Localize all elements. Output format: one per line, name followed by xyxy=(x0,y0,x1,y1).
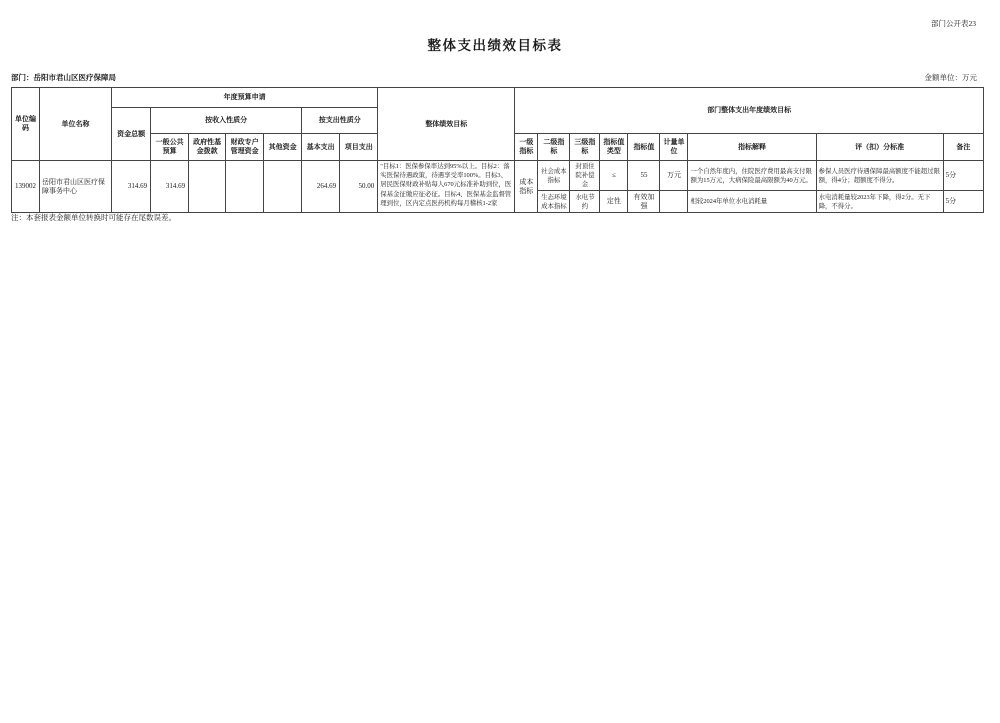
header-unit: 计量单位 xyxy=(660,134,688,161)
page-title: 整体支出绩效目标表 xyxy=(427,38,563,53)
cell-basic-expense: 264.69 xyxy=(302,161,340,213)
cell-value: 有效加强 xyxy=(628,191,660,213)
header-fiscal-account: 财政专户管理资金 xyxy=(226,134,264,161)
cell-unit xyxy=(660,191,688,213)
cell-level3: 水电节约 xyxy=(570,191,600,213)
cell-gov-fund xyxy=(189,161,226,213)
header-value: 指标值 xyxy=(628,134,660,161)
header-remark: 备注 xyxy=(943,134,983,161)
header-level2: 二级指标 xyxy=(538,134,570,161)
cell-value-type: ≤ xyxy=(600,161,628,191)
cell-remark: 5分 xyxy=(943,191,983,213)
header-explanation: 指标解释 xyxy=(688,134,816,161)
cell-unit: 万元 xyxy=(660,161,688,191)
header-overall-target: 整体绩效目标 xyxy=(378,88,515,161)
cell-general-public: 314.69 xyxy=(151,161,189,213)
cell-scoring: 参保人员医疗待遇保障最高额度不能超过限额，得4分；超额度不得分。 xyxy=(816,161,943,191)
footnote: 注：本套报表金额单位转换时可能存在尾数误差。 xyxy=(11,213,176,222)
cell-project-expense: 50.00 xyxy=(340,161,378,213)
corner-label: 部门公开表23 xyxy=(931,19,976,28)
cell-value-type: 定性 xyxy=(600,191,628,213)
cell-explanation: 相较2024年单位水电消耗量 xyxy=(688,191,816,213)
meta-row xyxy=(11,72,977,83)
cell-scoring: 水电消耗量较2023年下降，得2分。无下降，不得分。 xyxy=(816,191,943,213)
cell-unit-code: 139002 xyxy=(12,161,40,213)
header-by-expense: 按支出性质分 xyxy=(302,108,378,134)
amount-unit-label: 金额单位：万元 xyxy=(924,73,977,82)
header-gov-fund: 政府性基金拨款 xyxy=(189,134,226,161)
header-value-type: 指标值类型 xyxy=(600,134,628,161)
department-label: 部门：岳阳市君山区医疗保障局 xyxy=(11,73,116,82)
header-project-expense: 项目支出 xyxy=(340,134,378,161)
header-by-income: 按收入性质分 xyxy=(151,108,302,134)
cell-unit-name: 岳阳市君山区医疗保障事务中心 xyxy=(40,161,112,213)
cell-fiscal-account xyxy=(226,161,264,213)
header-annual-budget: 年度预算申请 xyxy=(112,88,378,108)
cell-level1: 成本指标 xyxy=(515,161,538,213)
cell-overall-target xyxy=(378,161,515,213)
header-dept-annual-target: 部门整体支出年度绩效目标 xyxy=(515,88,984,134)
cell-level2: 生态环境成本指标 xyxy=(538,191,570,213)
header-level3: 三级指标 xyxy=(570,134,600,161)
header-total-funds: 资金总额 xyxy=(112,108,151,161)
cell-other-funds xyxy=(264,161,302,213)
performance-target-table xyxy=(11,87,984,213)
header-level1: 一级指标 xyxy=(515,134,538,161)
cell-level3: 封顶住院补偿金 xyxy=(570,161,600,191)
cell-value: 55 xyxy=(628,161,660,191)
cell-total-funds: 314.69 xyxy=(112,161,151,213)
header-basic-expense: 基本支出 xyxy=(302,134,340,161)
overall-target-text: "目标1：医保参保率达到95%以上。目标2：落实医保待遇政策，待遇享受率100%。目标3、居民医保财政补贴每人670元标准补助到位，医保基金征缴应征必征。目标4、医保基金监督管理到位，区内定点医药机构每月稽核1-2家 xyxy=(380,163,512,207)
header-scoring: 评（扣）分标准 xyxy=(816,134,943,161)
header-row-1 xyxy=(12,88,984,108)
cell-explanation: 一个自然年度内，住院医疗费用最高支付限额为15万元，大病保险最高限额为40万元。 xyxy=(688,161,816,191)
header-general-public: 一般公共预算 xyxy=(151,134,189,161)
header-unit-code: 单位编码 xyxy=(12,88,40,161)
data-row-1 xyxy=(12,161,984,191)
header-unit-name: 单位名称 xyxy=(40,88,112,161)
header-other-funds: 其他资金 xyxy=(264,134,302,161)
cell-remark: 5分 xyxy=(943,161,983,191)
cell-level2: 社会成本指标 xyxy=(538,161,570,191)
